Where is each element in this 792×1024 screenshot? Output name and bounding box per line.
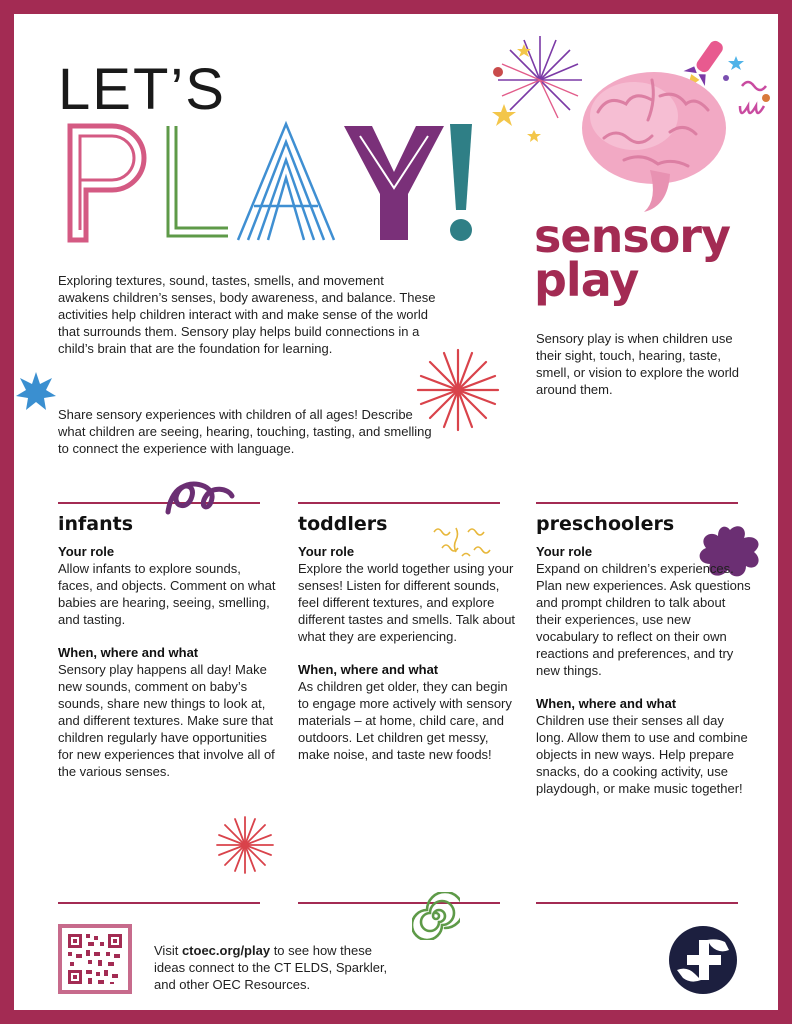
sensory-definition: Sensory play is when children use their sight, touch, hearing, taste, smell, or vision to explore the world around them. (536, 331, 740, 397)
red-starburst-small-icon (214, 814, 276, 876)
column-toddlers (298, 513, 516, 779)
column-infants (58, 513, 276, 796)
purple-squiggle-icon (162, 472, 238, 522)
footer-link[interactable]: ctoec.org/play (181, 943, 271, 958)
play-letter-exclaim (450, 124, 472, 241)
blue-star-burst-icon (14, 370, 58, 414)
footer-visit: Visit (154, 943, 182, 958)
when-label: When, where and what (58, 645, 199, 660)
sensory-title-line1: sensory (534, 209, 730, 263)
role-label: Your role (58, 544, 115, 559)
role-text: Explore the world together using your senses! Listen for different sounds, feel different textures, and explore different tastes and smells. Talk about what they are experiencing. (298, 561, 516, 644)
green-spiral-icon (412, 892, 460, 940)
footer-text (154, 942, 404, 993)
divider-preschoolers-top (536, 502, 738, 504)
divider-infants-bottom (58, 902, 260, 904)
play-letter-y (344, 126, 444, 240)
page (14, 14, 778, 1010)
play-heading (58, 118, 478, 248)
divider-preschoolers-bottom (536, 902, 738, 904)
play-letter-l (168, 126, 228, 236)
column-preschoolers (536, 513, 754, 813)
share-paragraph: Share sensory experiences with children of all ages! Describe what children are seeing, hearing, touching, tasting, and smelling to connect the experience with language. (58, 407, 432, 456)
oec-logo-icon (669, 926, 737, 994)
divider-toddlers-bottom (298, 902, 500, 904)
role-text: Allow infants to explore sounds, faces, and objects. Comment on what babies are hearing, seeing, smelling, and tasting. (58, 561, 276, 627)
brain-fireworks-icon (474, 20, 774, 220)
lets-heading: LET’S (58, 57, 226, 122)
footer-rest: to see how these ideas connect to the CT ELDS, Sparkler, and other OEC Resources. (154, 943, 388, 992)
qr-code-icon (58, 924, 132, 994)
play-letter-a (238, 124, 334, 240)
role-text: Expand on children’s experiences. Plan new experiences. Ask questions and prompt children to talk about their experiences, use new vocabulary to reflect on their own reactions and preferences, and try new things. (536, 561, 751, 678)
role-label: Your role (298, 544, 355, 559)
column-heading: infants (58, 513, 134, 535)
sensory-title-line2: play (534, 253, 639, 307)
sensory-play-title (534, 209, 730, 307)
when-label: When, where and what (298, 662, 439, 677)
divider-toddlers-top (298, 502, 500, 504)
play-letter-p (70, 126, 144, 240)
intro-paragraph: Exploring textures, sound, tastes, smells, and movement awakens children’s senses, body awareness, and balance. These activities help children interact with and make sense of the world that surrounds them. Sensory play helps build connections in a child’s brain that are the foundation for learning. (58, 273, 436, 356)
role-label: Your role (536, 544, 593, 559)
column-heading: toddlers (298, 513, 388, 535)
when-text: Children use their senses all day long. Allow them to use and combine objects in new ways. Help prepare snacks, do a cooking activity, use playdough, or make music together! (536, 713, 748, 796)
when-label: When, where and what (536, 696, 677, 711)
when-text: Sensory play happens all day! Make new sounds, comment on baby’s sounds, share new things to look at, and different textures. Make sure that children regularly have opportunities for new experiences that involve all of the various senses. (58, 662, 275, 779)
when-text: As children get older, they can begin to engage more actively with sensory materials – at home, child care, and outdoors. Let children get messy, make noise, and taste new foods! (298, 679, 512, 762)
column-heading: preschoolers (536, 513, 675, 535)
